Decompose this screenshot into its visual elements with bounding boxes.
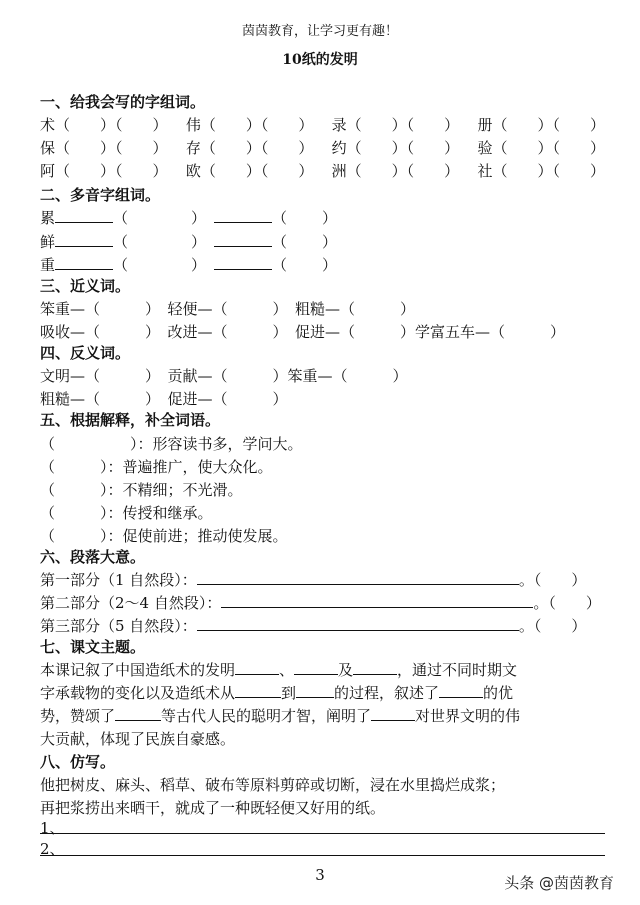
word-item: 阿（ ）（ ） <box>40 162 168 180</box>
word-item: 术（ ）（ ） <box>40 116 168 134</box>
synonym-line-1: 笨重—（ ） 轻便—（ ） 粗糙—（ ） <box>40 300 416 318</box>
model-sentence-line-1: 他把树皮、麻头、稻草、破布等原料剪碎或切断，浸在水里捣烂成浆； <box>40 776 506 794</box>
blank-line <box>439 683 483 698</box>
answer-line-2[interactable] <box>40 855 605 856</box>
blank-line <box>214 208 272 223</box>
page-number: 3 <box>315 866 325 884</box>
antonym-line-1: 文明—（ ） 贡献—（ ）笨重—（ ） <box>40 367 408 385</box>
word-item: 约（ ）（ ） <box>331 139 460 157</box>
paragraph-summary-1: 第一部分（1 自然段）： 。（ ） <box>40 571 587 589</box>
word-item: 洲（ ）（ ） <box>331 162 460 180</box>
blank-line <box>197 570 519 585</box>
answer-line-1[interactable] <box>40 833 605 834</box>
definition-item: （ ）：普遍推广，使大众化。 <box>40 458 273 476</box>
word-item: 欧（ ）（ ） <box>185 162 314 180</box>
synonym-line-2: 吸收—（ ） 改进—（ ） 促进—（ ）学富五车—（ ） <box>40 323 566 341</box>
blank-line <box>294 660 338 675</box>
section-1-heading: 一、给我会写的字组词。 <box>40 93 206 111</box>
paragraph-summary-3: 第三部分（5 自然段）： 。（ ） <box>40 617 587 635</box>
antonym-line-2: 粗糙—（ ） 促进—（ ） <box>40 390 288 408</box>
blank-line <box>221 593 533 608</box>
definition-item: （ ）：传授和继承。 <box>40 504 213 522</box>
polyphone-char: 重 <box>40 256 56 274</box>
watermark: 头条 @茵茵教育 <box>504 874 614 892</box>
blank-line <box>235 683 281 698</box>
definition-item: （ ）：形容读书多，学问大。 <box>40 435 303 453</box>
theme-line-4: 大贡献，体现了民族自豪感。 <box>40 730 236 748</box>
word-item: 伟（ ）（ ） <box>185 116 314 134</box>
blank-line <box>55 208 113 223</box>
word-item: 验（ ）（ ） <box>477 139 605 157</box>
blank-line <box>55 255 113 270</box>
page-header: 茵茵教育，让学习更有趣！ <box>241 24 398 39</box>
theme-line-3: 势，赞颂了 等古代人民的聪明才智，阐明了 对世界文明的伟 <box>40 707 521 725</box>
word-item: 存（ ）（ ） <box>185 139 314 157</box>
section-2-heading: 二、多音字组词。 <box>40 186 161 204</box>
polyphone-char: 鲜 <box>40 233 56 251</box>
polyphone-row: 重 （ ） （ ） <box>40 256 338 274</box>
theme-line-1: 本课记叙了中国造纸术的发明 、 及 ，通过不同时期文 <box>40 661 518 679</box>
word-item: 社（ ）（ ） <box>477 162 605 180</box>
blank-line <box>235 660 279 675</box>
model-sentence-line-2: 再把浆捞出来晒干，就成了一种既轻便又好用的纸。 <box>40 799 386 817</box>
section-7-heading: 七、课文主题。 <box>40 638 146 656</box>
paragraph-summary-2: 第二部分（2～4 自然段）： 。（ ） <box>40 594 601 612</box>
theme-line-2: 字承载物的变化以及造纸术从 到 的过程，叙述了 的优 <box>40 684 514 702</box>
blank-line <box>296 683 334 698</box>
blank-line <box>115 706 161 721</box>
word-row-2 <box>40 138 605 158</box>
answer-number-2: 2、 <box>40 840 65 858</box>
definition-item: （ ）：促使前进；推动使发展。 <box>40 527 288 545</box>
blank-line <box>214 232 272 247</box>
word-item: 保（ ）（ ） <box>40 139 168 157</box>
section-6-heading: 六、段落大意。 <box>40 548 146 566</box>
definition-item: （ ）：不精细；不光滑。 <box>40 481 243 499</box>
polyphone-row: 累 （ ） （ ） <box>40 209 338 227</box>
word-row-3 <box>40 161 605 181</box>
word-item: 册（ ）（ ） <box>477 116 605 134</box>
blank-line <box>214 255 272 270</box>
section-8-heading: 八、仿写。 <box>40 753 116 771</box>
polyphone-row: 鲜 （ ） （ ） <box>40 233 338 251</box>
word-item: 录（ ）（ ） <box>331 116 460 134</box>
word-row-1 <box>40 115 605 135</box>
section-4-heading: 四、反义词。 <box>40 344 131 362</box>
page-title: 10纸的发明 <box>282 52 358 68</box>
polyphone-char: 累 <box>40 209 56 227</box>
blank-line <box>55 232 113 247</box>
section-3-heading: 三、近义词。 <box>40 277 131 295</box>
answer-number-1: 1、 <box>40 819 65 837</box>
blank-line <box>371 706 415 721</box>
blank-line <box>197 616 519 631</box>
blank-line <box>353 660 397 675</box>
section-5-heading: 五、根据解释，补全词语。 <box>40 411 221 429</box>
